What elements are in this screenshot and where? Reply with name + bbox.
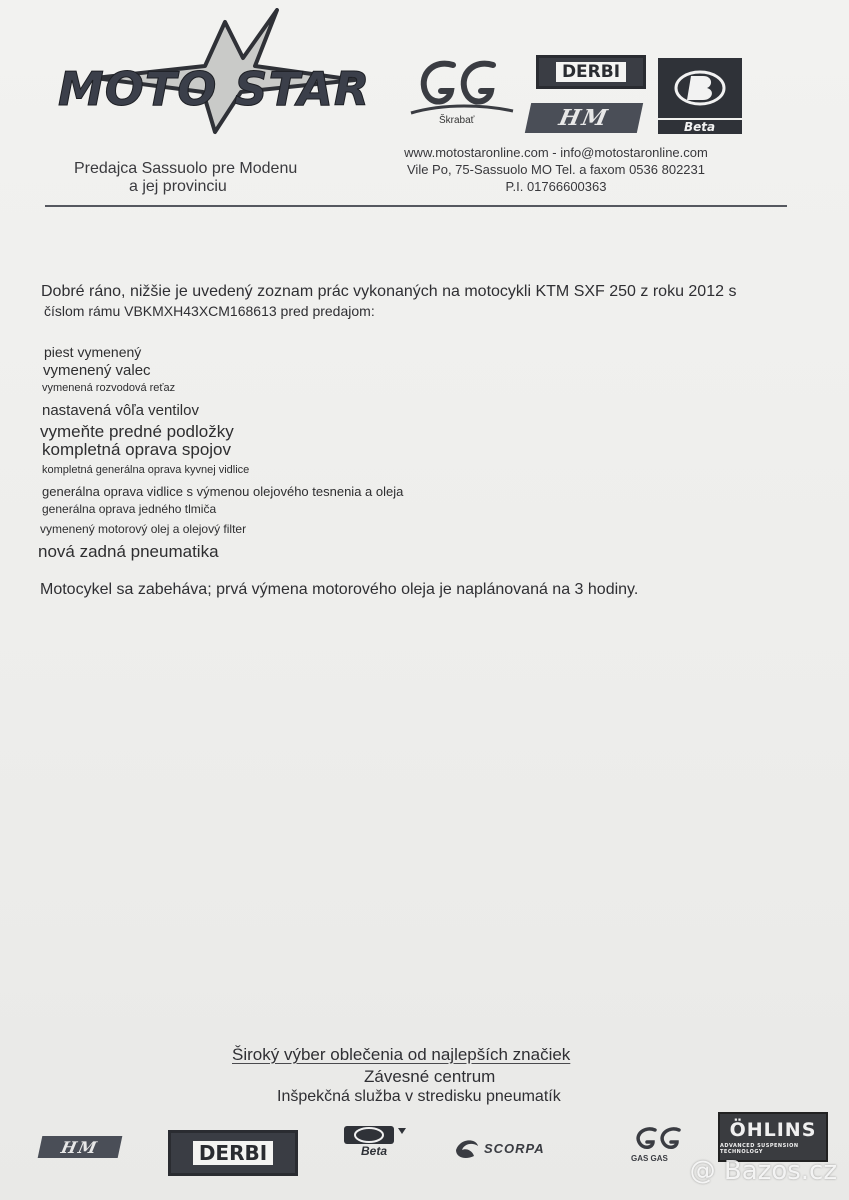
work-item: generálna oprava jedného tlmiča [42, 502, 217, 516]
footer-line-1: Široký výber oblečenia od najlepších značiek [232, 1045, 571, 1064]
footer-beta-logo-text: Beta [360, 1144, 387, 1158]
scorpa-swirl-icon [452, 1136, 482, 1162]
footer-hm-logo [38, 1136, 123, 1158]
beta-logo [657, 58, 742, 134]
footer-beta-emblem-icon [340, 1124, 412, 1146]
work-item: kompletná generálna oprava kyvnej vidlice [42, 464, 250, 476]
gasgas-icon [405, 55, 520, 117]
hm-logo-text: HM [556, 105, 612, 131]
contact-line-1: www.motostaronline.com - info@motostaronline.com [404, 145, 708, 160]
footer-gasgas-icon [625, 1124, 695, 1154]
beta-emblem-icon [658, 58, 742, 118]
work-item: piest vymenený [44, 344, 142, 360]
work-item: vymenená rozvodová reťaz [42, 382, 176, 394]
dealer-line-1: Predajca Sassuolo pre Modenu [74, 160, 298, 177]
footer-ohlins-subtext: ADVANCED SUSPENSION TECHNOLOGY [720, 1143, 799, 1155]
header-divider [45, 205, 787, 207]
contact-line-2: Vile Po, 75-Sassuolo MO Tel. a faxom 0536 802231 [407, 162, 705, 177]
work-item: nová zadná pneumatika [38, 542, 219, 561]
gasgas-caption: Škrabať [439, 115, 475, 126]
footer-hm-logo-text: HM [59, 1137, 101, 1157]
footer-ohlins-logo-text: ÖHLINS [729, 1119, 817, 1141]
work-item: nastavená vôľa ventilov [42, 402, 199, 419]
intro-line-2: číslom rámu VBKMXH43XCM168613 pred predajom: [44, 303, 375, 319]
intro-line-1: Dobré ráno, nižšie je uvedený zoznam prác vykonaných na motocykli KTM SXF 250 z roku 2012 s [41, 283, 737, 300]
work-item: vymeňte predné podložky [40, 422, 234, 441]
closing-note: Motocykel sa zabeháva; prvá výmena motorového oleja je naplánovaná na 3 hodiny. [40, 581, 639, 598]
footer-ohlins-logo [718, 1112, 828, 1162]
contact-line-3: P.I. 01766600363 [505, 179, 607, 194]
dealer-line-2: a jej provinciu [129, 178, 227, 195]
work-item: vymenený motorový olej a olejový filter [40, 522, 247, 536]
gasgas-logo [405, 55, 520, 135]
footer-gasgas-logo [625, 1124, 695, 1166]
brand-name: MOTO STAR [58, 62, 371, 116]
work-item: kompletná oprava spojov [42, 440, 232, 459]
beta-logo-text: Beta [658, 120, 742, 134]
hm-logo [525, 103, 643, 133]
footer-derbi-logo [168, 1130, 298, 1176]
footer-derbi-logo-text: DERBI [193, 1141, 273, 1165]
footer-gasgas-logo-text: GAS GAS [631, 1154, 668, 1163]
footer-scorpa-logo [452, 1136, 588, 1162]
footer-scorpa-logo-text: SCORPA [484, 1141, 545, 1156]
footer-line-2: Závesné centrum [364, 1067, 496, 1086]
derbi-logo [536, 55, 646, 89]
work-item: generálna oprava vidlice s výmenou olejového tesnenia a oleja [42, 484, 404, 499]
footer-beta-logo [340, 1124, 412, 1160]
bazos-watermark: @ Bazos.cz [689, 1156, 837, 1186]
footer-line-3: Inšpekčná služba v stredisku pneumatík [277, 1088, 561, 1105]
derbi-logo-text: DERBI [556, 62, 626, 82]
work-item: vymenený valec [43, 362, 151, 379]
